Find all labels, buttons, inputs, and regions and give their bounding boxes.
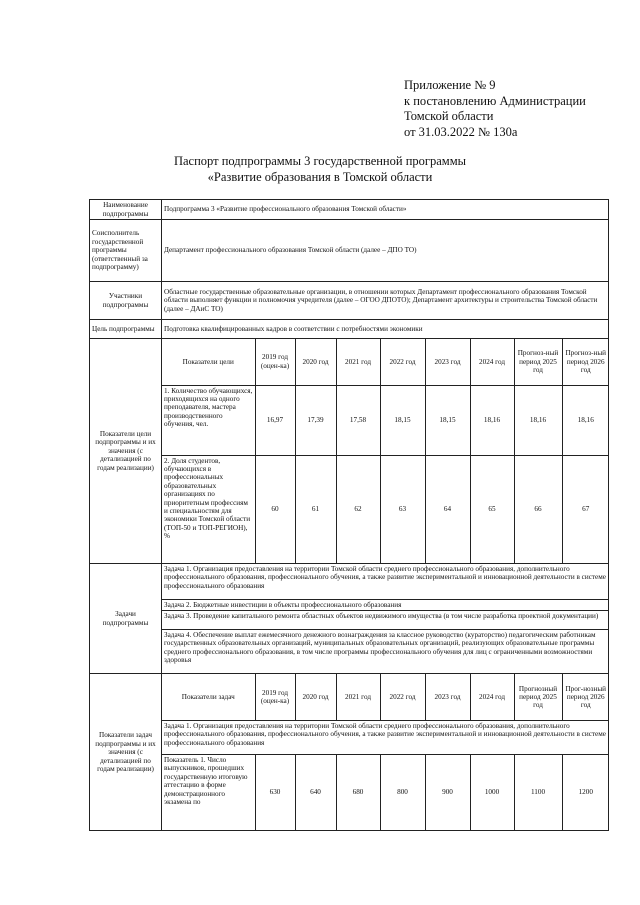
indicator-value: 65 — [470, 455, 514, 563]
row-value: Областные государственные образовательные организации, в отношении которых Департамент профессионального образования Томской области выполняет функции и полномочия учредителя (далее – ОГОО ДПОТО); Департамент архитектуры и строительства Томской области (далее – ДАиС ТО) — [162, 282, 609, 320]
title-line: «Развитие образования в Томской области — [207, 170, 433, 184]
task-row — [162, 564, 608, 599]
indicator-value: 1100 — [514, 754, 562, 830]
indicator-value: 17,39 — [295, 385, 336, 455]
header-cell: Прогноз-ный период 2025 год — [514, 339, 562, 385]
indicator-value: 61 — [295, 455, 336, 563]
header-cell: 2020 год — [295, 674, 336, 720]
header-cell: 2023 год — [425, 339, 470, 385]
header-cell: Прог-нозный период 2026 год — [562, 674, 609, 720]
goal-indicators-table — [162, 339, 609, 563]
header-cell: 2020 год — [295, 339, 336, 385]
header-cell: 2021 год — [336, 674, 380, 720]
row-participants — [90, 282, 609, 320]
indicator-value: 62 — [336, 455, 380, 563]
indicator-row — [162, 385, 609, 455]
indicator-value: 18,16 — [470, 385, 514, 455]
indicator-value: 60 — [255, 455, 295, 563]
header-cell: 2019 год (оцен-ка) — [255, 674, 295, 720]
row-goal — [90, 320, 609, 339]
row-label: Задачи подпрограммы — [90, 564, 162, 674]
row-goal-indicators — [90, 339, 609, 564]
header-cell: 2024 год — [470, 674, 514, 720]
row-value: Подпрограмма 3 «Развитие профессионального образования Томской области» — [162, 200, 609, 220]
task-text: Задача 1. Организация предоставления на территории Томской области среднего профессионального образования, дополнительного профессионального образования, профессионального обучения, а также развитие экспериментальной и инновационной деятельности в системе профессионального образования — [162, 720, 609, 754]
indicator-name: Показатель 1. Число выпускников, прошедших государственную итоговую аттестацию в форме демонстрационного экзамена по — [162, 754, 255, 830]
task-text: Задача 2. Бюджетные инвестиции в объекты профессионального образования — [162, 599, 608, 610]
indicator-value: 900 — [425, 754, 470, 830]
header-cell: 2021 год — [336, 339, 380, 385]
header-cell: 2023 год — [425, 674, 470, 720]
task-row — [162, 720, 609, 754]
indicator-value: 67 — [562, 455, 609, 563]
row-label: Показатели задач подпрограммы и их значения (с детализацией по годам реализации) — [90, 674, 162, 831]
appendix-line: Томской области — [404, 109, 494, 123]
tasks-cell — [162, 564, 609, 674]
indicator-value: 1200 — [562, 754, 609, 830]
page-title — [0, 153, 640, 185]
row-executor — [90, 220, 609, 282]
indicator-row — [162, 455, 609, 563]
tasks-table — [162, 564, 608, 673]
indicator-value: 64 — [425, 455, 470, 563]
header-cell: 2022 год — [380, 674, 425, 720]
header-cell: Прогноз-ный период 2026 год — [562, 339, 609, 385]
title-line: Паспорт подпрограммы 3 государственной программы — [173, 154, 467, 168]
header-cell: 2022 год — [380, 339, 425, 385]
row-name — [90, 200, 609, 220]
indicator-value: 18,16 — [562, 385, 609, 455]
indicator-value: 18,15 — [380, 385, 425, 455]
appendix-line: к постановлению Администрации — [404, 93, 586, 108]
row-task-indicators — [90, 674, 609, 831]
row-label: Соисполнитель государственной программы (ответственный за подпрограмму) — [90, 220, 162, 282]
indicator-value: 800 — [380, 754, 425, 830]
indicator-value: 640 — [295, 754, 336, 830]
header-cell: Показатели задач — [162, 674, 255, 720]
row-label: Наименование подпрограммы — [90, 200, 162, 220]
row-label: Цель подпрограммы — [90, 320, 162, 339]
row-value: Подготовка квалифицированных кадров в соответствии с потребностями экономики — [162, 320, 609, 339]
indicator-name: 1. Количество обучающихся, приходящихся на одного преподавателя, мастера производственного обучения, чел. — [162, 385, 255, 455]
task-row — [162, 610, 608, 629]
row-tasks — [90, 564, 609, 674]
indicator-value: 630 — [255, 754, 295, 830]
indicator-value: 66 — [514, 455, 562, 563]
indicator-value: 18,15 — [425, 385, 470, 455]
task-indicators-cell — [162, 674, 609, 831]
indicator-value: 1000 — [470, 754, 514, 830]
indicator-value: 680 — [336, 754, 380, 830]
task-row — [162, 629, 608, 673]
appendix-line: Приложение № 9 — [404, 78, 496, 92]
indicator-value: 63 — [380, 455, 425, 563]
indicator-value: 18,16 — [514, 385, 562, 455]
goal-indicators-cell — [162, 339, 609, 564]
task-indicators-table — [162, 674, 609, 830]
appendix-line: от 31.03.2022 № 130а — [404, 124, 518, 139]
indicator-header-row — [162, 339, 609, 385]
indicator-value: 16,97 — [255, 385, 295, 455]
task-text: Задача 4. Обеспечение выплат ежемесячного денежного вознаграждения за классное руководство (кураторство) педагогическим работникам государственных образовательных организаций, муниципальных образовательных организаций, реализующих образовательные программы среднего профессионального образования, в том числе программы профессионального обучения для лиц с ограниченными возможностями здоровья — [162, 629, 608, 673]
indicator-value: 17,58 — [336, 385, 380, 455]
header-cell: Показатели цели — [162, 339, 255, 385]
task-text: Задача 3. Проведение капитального ремонта областных объектов недвижимого имущества (в том числе разработка проектной документации) — [162, 610, 608, 629]
passport-table — [89, 199, 609, 831]
header-cell: 2019 год (оцен-ка) — [255, 339, 295, 385]
header-cell: 2024 год — [470, 339, 514, 385]
task-row — [162, 599, 608, 610]
row-label: Показатели цели подпрограммы и их значения (с детализацией по годам реализации) — [90, 339, 162, 564]
indicator-name: 2. Доля студентов, обучающихся в профессиональных образовательных организациях по приоритетным профессиям и специальностям для экономики Томской области (ТОП-50 и ТОП-РЕГИОН), % — [162, 455, 255, 563]
appendix-block — [404, 78, 586, 140]
row-label: Участники подпрограммы — [90, 282, 162, 320]
indicator-header-row — [162, 674, 609, 720]
header-cell: Прогнозный период 2025 год — [514, 674, 562, 720]
row-value: Департамент профессионального образования Томской области (далее – ДПО ТО) — [162, 220, 609, 282]
indicator-row — [162, 754, 609, 830]
task-text: Задача 1. Организация предоставления на территории Томской области среднего профессионального образования, дополнительного профессионального образования, профессионального обучения, а также развитие экспериментальной и инновационной деятельности в системе профессионального образования — [162, 564, 608, 599]
